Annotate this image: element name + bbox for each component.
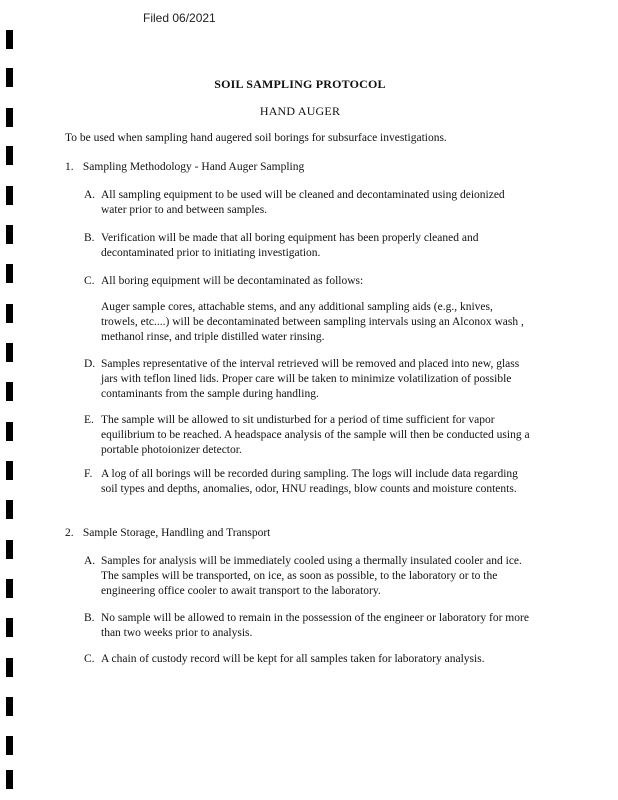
item-letter: D. bbox=[84, 358, 96, 370]
item-text: All sampling equipment to be used will be cleaned and decontaminated using deionized water prior to and between samples. bbox=[101, 189, 505, 216]
section-number: 2. bbox=[65, 527, 74, 539]
item-letter: B. bbox=[84, 232, 95, 244]
document-subtitle: HAND AUGER bbox=[259, 104, 341, 118]
binder-mark bbox=[6, 658, 13, 677]
list-item bbox=[84, 467, 530, 497]
item-text: Verification will be made that all boring equipment has been properly cleaned and decontaminated prior to initiating investigation. bbox=[101, 232, 479, 259]
binder-mark bbox=[6, 736, 13, 755]
item-text: Samples for analysis will be immediately cooled using a thermally insulated cooler and ice. The samples will be transported, on ice, as soon as possible, to the laboratory or to the engineering office cooler to await transport to the laboratory. bbox=[101, 555, 522, 597]
intro-text: To be used when sampling hand augered soil borings for subsurface investigations. bbox=[65, 132, 447, 144]
binder-mark bbox=[6, 382, 13, 401]
list-item bbox=[84, 611, 530, 641]
item-letter: A. bbox=[84, 555, 96, 567]
binder-mark bbox=[6, 540, 13, 559]
binder-marks bbox=[6, 30, 14, 790]
list-item bbox=[84, 413, 530, 458]
list-item bbox=[84, 274, 530, 289]
item-text: Samples representative of the interval retrieved will be removed and placed into new, glass jars with teflon lined lids. Proper care will be taken to minimize volatilization of possible contaminants from the sample during handling. bbox=[101, 358, 520, 400]
item-letter: C. bbox=[84, 275, 95, 287]
item-letter: A. bbox=[84, 189, 96, 201]
item-text: The sample will be allowed to sit undisturbed for a period of time sufficient for vapor equilibrium to be reached. A headspace analysis of the sample will then be conducted using a portable photoionizer detector. bbox=[101, 414, 530, 456]
binder-mark bbox=[6, 146, 13, 165]
binder-mark bbox=[6, 343, 13, 362]
binder-mark bbox=[6, 770, 13, 789]
document-title: SOIL SAMPLING PROTOCOL bbox=[214, 77, 386, 91]
binder-mark bbox=[6, 225, 13, 244]
item-letter: C. bbox=[84, 653, 95, 665]
item-letter: E. bbox=[84, 414, 94, 426]
item-text: All boring equipment will be decontaminated as follows: bbox=[101, 275, 364, 287]
section-number: 1. bbox=[65, 161, 74, 173]
list-item bbox=[84, 188, 530, 218]
list-item bbox=[84, 652, 530, 667]
section-heading bbox=[65, 527, 270, 539]
binder-mark bbox=[6, 304, 13, 323]
binder-mark bbox=[6, 422, 13, 441]
item-text: No sample will be allowed to remain in the possession of the engineer or laboratory for more than two weeks prior to analysis. bbox=[101, 612, 529, 639]
binder-mark bbox=[6, 461, 13, 480]
binder-mark bbox=[6, 579, 13, 598]
section-title: Sampling Methodology - Hand Auger Sampling bbox=[82, 161, 305, 173]
binder-mark bbox=[6, 618, 13, 637]
binder-mark bbox=[6, 186, 13, 205]
binder-mark bbox=[6, 30, 13, 49]
item-letter: F. bbox=[84, 468, 93, 480]
list-item bbox=[84, 554, 530, 599]
list-item bbox=[84, 357, 530, 402]
item-text: A chain of custody record will be kept for all samples taken for laboratory analysis. bbox=[101, 653, 485, 665]
list-item bbox=[84, 231, 530, 261]
section-heading bbox=[65, 161, 304, 173]
item-letter: B. bbox=[84, 612, 95, 624]
binder-mark bbox=[6, 500, 13, 519]
item-text: A log of all borings will be recorded during sampling. The logs will include data regarding soil types and depths, anomalies, odor, HNU readings, blow counts and moisture contents. bbox=[101, 468, 518, 495]
binder-mark bbox=[6, 697, 13, 716]
binder-mark bbox=[6, 264, 13, 283]
item-subparagraph: Auger sample cores, attachable stems, and any additional sampling aids (e.g., knives, trowels, etc....) will be decontaminated between sampling intervals using an Alconox wash , methanol rinse, and triple distilled water rinsing. bbox=[101, 301, 524, 343]
section-title: Sample Storage, Handling and Transport bbox=[82, 527, 271, 539]
filing-stamp: Filed 06/2021 bbox=[143, 11, 216, 25]
